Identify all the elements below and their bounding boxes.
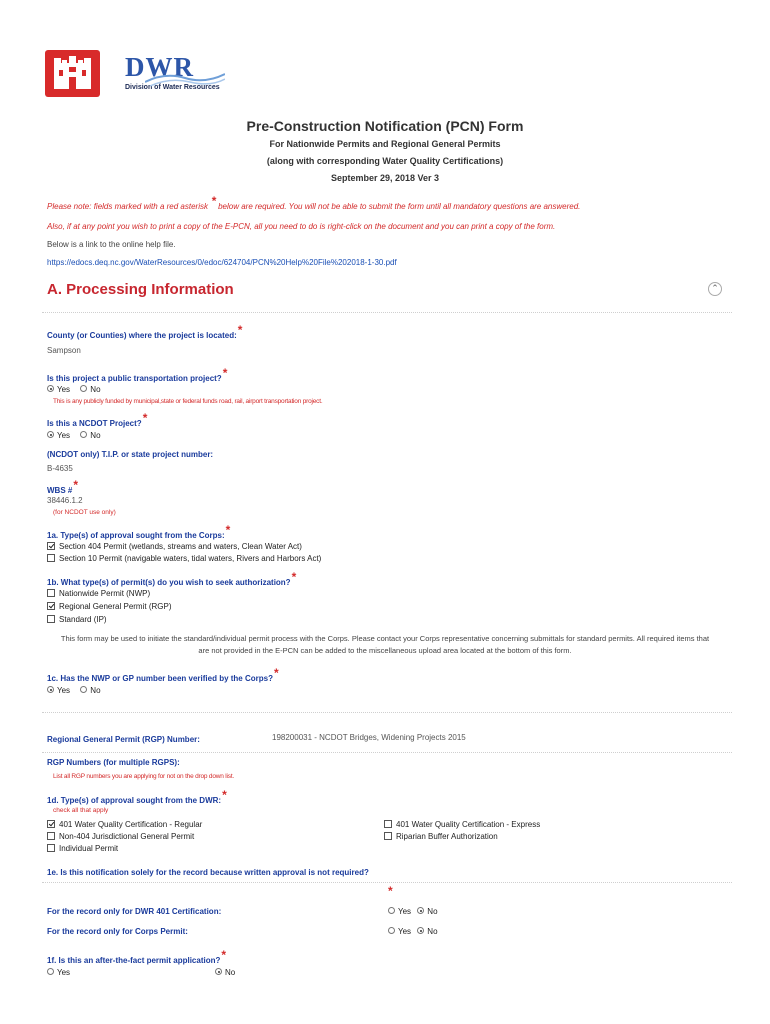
q1e-required-asterisk: *: [388, 884, 393, 898]
q1a-option-10[interactable]: Section 10 Permit (navigable waters, tidal waters, Rivers and Harbors Act): [47, 554, 321, 563]
required-asterisk: *: [291, 570, 297, 584]
q1e-corps-yes[interactable]: Yes: [388, 927, 411, 936]
q1b-option-ip[interactable]: Standard (IP): [47, 615, 107, 624]
dwr-logo: [125, 52, 225, 97]
chevron-up-icon: ⌃: [711, 283, 719, 293]
q1b-option-nwp[interactable]: Nationwide Permit (NWP): [47, 589, 150, 598]
q1b-option-rgp[interactable]: Regional General Permit (RGP): [47, 602, 171, 611]
q1c-no[interactable]: No: [80, 686, 100, 695]
checkbox-icon: [47, 554, 55, 562]
checkbox-icon: [47, 832, 55, 840]
required-asterisk: *: [142, 411, 148, 425]
standard-permit-note-1: This form may be used to initiate the standard/individual permit process with the Corps. Please contact your Corps representative concerning submittals for standard permits. All required items that: [60, 634, 710, 643]
q1d-option-individual[interactable]: Individual Permit: [47, 844, 118, 853]
q1e-dwr-options: [388, 907, 446, 916]
water-wave-icon: [145, 68, 225, 88]
q1e-corps-options: [388, 927, 446, 936]
q1d-note: check all that apply: [53, 807, 109, 814]
q1d-option-non404[interactable]: Non-404 Jurisdictional General Permit: [47, 832, 194, 841]
q1e-corps-label: For the record only for Corps Permit:: [47, 927, 188, 936]
radio-selected-icon: [47, 385, 54, 392]
tip-label: (NCDOT only) T.I.P. or state project number:: [47, 450, 214, 459]
public-trans-no[interactable]: No: [80, 385, 100, 394]
ncdot-options: [47, 431, 109, 440]
checkbox-checked-icon: [47, 602, 55, 610]
radio-icon: [80, 385, 87, 392]
q1a-option-404[interactable]: Section 404 Permit (wetlands, streams and waters, Clean Water Act): [47, 542, 302, 551]
help-text: Below is a link to the online help file.: [47, 240, 176, 249]
public-trans-note: This is any publicly funded by municipal,state or federal funds road, rail, airport transportation project.: [53, 398, 323, 405]
radio-icon: [80, 686, 87, 693]
q1d-option-401-regular[interactable]: 401 Water Quality Certification - Regular: [47, 820, 202, 829]
public-trans-label: Is this project a public transportation project?*: [47, 366, 228, 383]
radio-selected-icon: [417, 927, 424, 934]
q1d-option-riparian[interactable]: Riparian Buffer Authorization: [384, 832, 498, 841]
page-subtitle-1: For Nationwide Permits and Regional General Permits: [269, 139, 501, 149]
help-link[interactable]: https://edocs.deq.nc.gov/WaterResources/0/edoc/624704/PCN%20Help%20File%202018-1-30.pdf: [47, 258, 397, 267]
wbs-label: WBS #*: [47, 478, 79, 495]
q1e-dwr-no[interactable]: No: [417, 907, 437, 916]
radio-icon: [388, 927, 395, 934]
version-date: September 29, 2018 Ver 3: [330, 173, 440, 183]
wbs-note: (for NCDOT use only): [53, 509, 116, 516]
public-trans-yes[interactable]: Yes: [47, 385, 70, 394]
required-asterisk: *: [222, 788, 227, 802]
ncdot-label: Is this a NCDOT Project?*: [47, 411, 148, 428]
county-label: County (or Counties) where the project is located:*: [47, 323, 243, 340]
q1e-dwr-label: For the record only for DWR 401 Certification:: [47, 907, 222, 916]
required-asterisk: *: [225, 523, 231, 537]
radio-selected-icon: [417, 907, 424, 914]
standard-permit-note-2: are not provided in the E-PCN can be added to the miscellaneous upload area located at the bottom of this form.: [198, 646, 572, 655]
ncdot-yes[interactable]: Yes: [47, 431, 70, 440]
q1e-label: 1e. Is this notification solely for the record because written approval is not required?: [47, 868, 369, 877]
rgp-number-value[interactable]: 198200031 - NCDOT Bridges, Widening Projects 2015: [272, 733, 466, 742]
q1c-options: [47, 686, 109, 695]
page-subtitle-2: (along with corresponding Water Quality Certifications): [266, 156, 504, 166]
dwr-logo-subtitle: Division of Water Resources: [125, 84, 220, 91]
required-asterisk: *: [221, 948, 227, 962]
required-asterisk: *: [237, 323, 243, 337]
q1e-corps-no[interactable]: No: [417, 927, 437, 936]
checkbox-icon: [47, 589, 55, 597]
collapse-button[interactable]: [708, 282, 722, 296]
ncdot-no[interactable]: No: [80, 431, 100, 440]
rgp-multi-note: List all RGP numbers you are applying for not on the drop down list.: [53, 773, 235, 780]
radio-selected-icon: [47, 686, 54, 693]
wbs-value[interactable]: 38446.1.2: [47, 496, 83, 505]
checkbox-icon: [47, 615, 55, 623]
checkbox-checked-icon: [47, 820, 55, 828]
q1f-label: 1f. Is this an after-the-fact permit application?*: [47, 948, 227, 965]
section-a-title: A. Processing Information: [47, 281, 234, 298]
castle-icon: [45, 50, 100, 97]
tip-value[interactable]: B-4635: [47, 464, 73, 473]
checkbox-checked-icon: [47, 542, 55, 550]
q1b-label: 1b. What type(s) of permit(s) do you wish to seek authorization?*: [47, 570, 297, 587]
required-note: [47, 194, 581, 212]
checkbox-icon: [384, 820, 392, 828]
radio-icon: [80, 431, 87, 438]
q1d-label: 1d. Type(s) of approval sought from the DWR:*: [47, 788, 227, 805]
checkbox-icon: [384, 832, 392, 840]
q1c-yes[interactable]: Yes: [47, 686, 70, 695]
required-note-a: Please note: fields marked with a red asterisk: [47, 202, 208, 211]
dwr-logo-text: DWR: [125, 52, 194, 82]
required-asterisk: *: [222, 366, 228, 380]
public-trans-options: [47, 385, 109, 394]
rgp-multi-label: RGP Numbers (for multiple RGPS):: [47, 758, 180, 767]
q1e-dwr-yes[interactable]: Yes: [388, 907, 411, 916]
checkbox-icon: [47, 844, 55, 852]
page-title: Pre-Construction Notification (PCN) Form: [246, 118, 524, 134]
radio-selected-icon: [47, 431, 54, 438]
print-note: Also, if at any point you wish to print a copy of the E-PCN, all you need to do is right-click on the document and you can print a copy of the form.: [47, 222, 556, 231]
q1f-no[interactable]: No: [215, 968, 235, 977]
rgp-number-label: Regional General Permit (RGP) Number:: [47, 735, 200, 744]
radio-icon: [388, 907, 395, 914]
required-asterisk: *: [211, 194, 216, 208]
required-note-b: below are required. You will not be able to submit the form until all mandatory questions are answered.: [218, 202, 581, 211]
q1d-option-401-express[interactable]: 401 Water Quality Certification - Express: [384, 820, 540, 829]
usace-logo: [45, 50, 100, 97]
q1c-label: 1c. Has the NWP or GP number been verified by the Corps?*: [47, 666, 279, 683]
required-asterisk: *: [273, 666, 279, 680]
radio-icon: [47, 968, 54, 975]
radio-selected-icon: [215, 968, 222, 975]
q1a-label: 1a. Type(s) of approval sought from the Corps:*: [47, 523, 231, 540]
q1f-yes[interactable]: Yes: [47, 968, 70, 977]
county-value[interactable]: Sampson: [47, 346, 81, 355]
required-asterisk: *: [73, 478, 79, 492]
